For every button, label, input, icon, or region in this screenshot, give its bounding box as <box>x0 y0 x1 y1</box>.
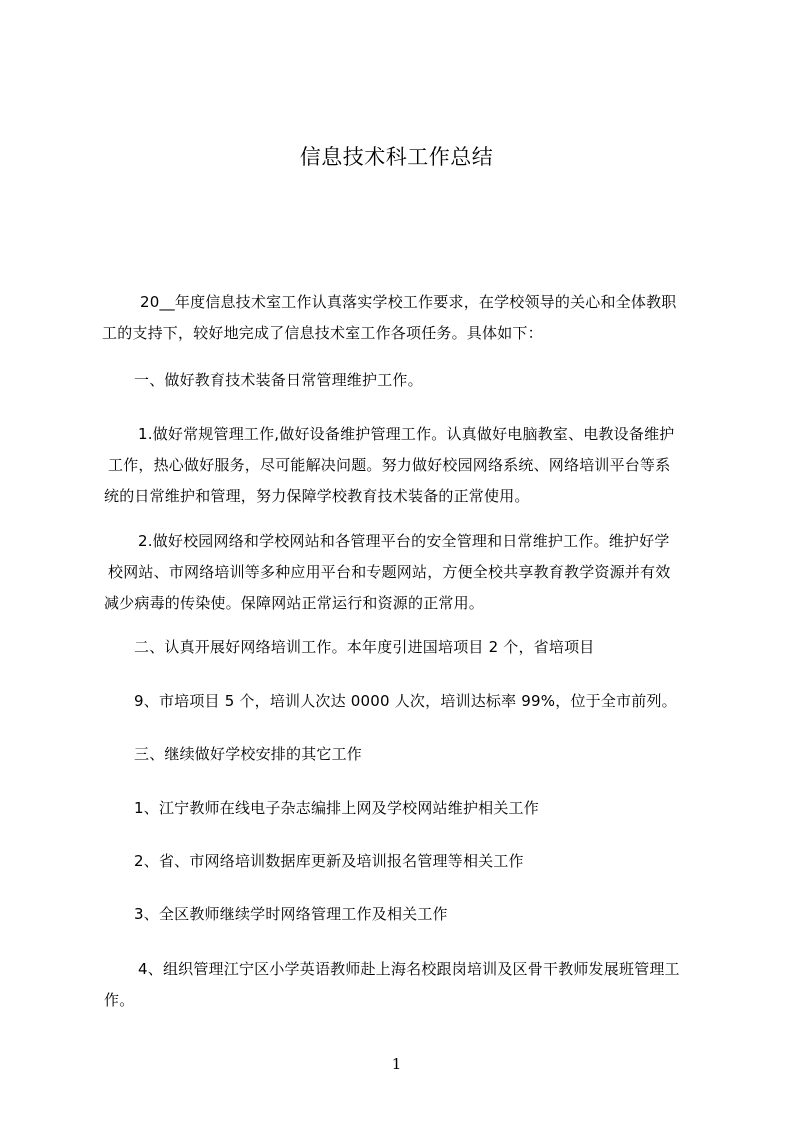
paragraph-line: 三、继续做好学校安排的其它工作 <box>134 745 363 763</box>
paragraph-line: 工作，热心做好服务，尽可能解决问题。努力做好校园网络系统、网络培训平台等系 <box>108 456 671 474</box>
item-paragraph-2 <box>104 526 700 619</box>
paragraph-line: 9、市培项目 5 个，培训人次达 0000 人次，培训达标率 99%，位于全市前列。 <box>134 692 677 710</box>
paragraph-line: 2.做好校园网络和学校网站和各管理平台的安全管理和日常维护工作。维护好学 <box>138 532 670 550</box>
paragraph-line: 1.做好常规管理工作,做好设备维护管理工作。认真做好电脑教室、电教设备维护 <box>138 425 675 443</box>
task-item-2 <box>104 846 700 877</box>
paragraph-line: 统的日常维护和管理，努力保障学校教育技术装备的正常使用。 <box>104 487 530 505</box>
paragraph-line: 2、省、市网络培训数据库更新及培训报名管理等相关工作 <box>134 852 524 870</box>
page-number: 1 <box>391 1055 402 1073</box>
document-title: 信息技术科工作总结 <box>299 145 494 169</box>
task-item-4 <box>104 954 700 1016</box>
paragraph-line: 20__年度信息技术室工作认真落实学校工作要求，在学校领导的关心和全体教职 <box>140 293 677 311</box>
paragraph-line: 作。 <box>104 991 135 1009</box>
paragraph-line: 工的支持下，较好地完成了信息技术室工作各项任务。具体如下： <box>102 324 543 342</box>
paragraph-line: 3、全区教师继续学时网络管理工作及相关工作 <box>134 905 448 923</box>
intro-paragraph <box>104 287 700 349</box>
task-item-1 <box>104 793 700 824</box>
paragraph-line: 1、江宁教师在线电子杂志编排上网及学校网站维护相关工作 <box>134 799 539 817</box>
item-paragraph-1 <box>104 419 700 512</box>
paragraph-line: 校网站、市网络培训等多种应用平台和专题网站，方便全校共享教育教学资源并有效 <box>108 563 671 581</box>
section-heading-2 <box>104 632 700 663</box>
paragraph-line: 减少病毒的传染使。保障网站正常运行和资源的正常用。 <box>104 594 485 612</box>
task-item-3 <box>104 899 700 930</box>
training-stats-paragraph <box>104 686 700 717</box>
paragraph-line: 4、组织管理江宁区小学英语教师赴上海名校跟岗培训及区骨干教师发展班管理工 <box>138 960 680 978</box>
paragraph-line: 二、认真开展好网络培训工作。本年度引进国培项目 2 个，省培项目 <box>134 638 595 656</box>
section-heading-1 <box>104 365 700 396</box>
paragraph-line: 一、做好教育技术装备日常管理维护工作。 <box>134 371 423 389</box>
section-heading-3 <box>104 739 700 770</box>
